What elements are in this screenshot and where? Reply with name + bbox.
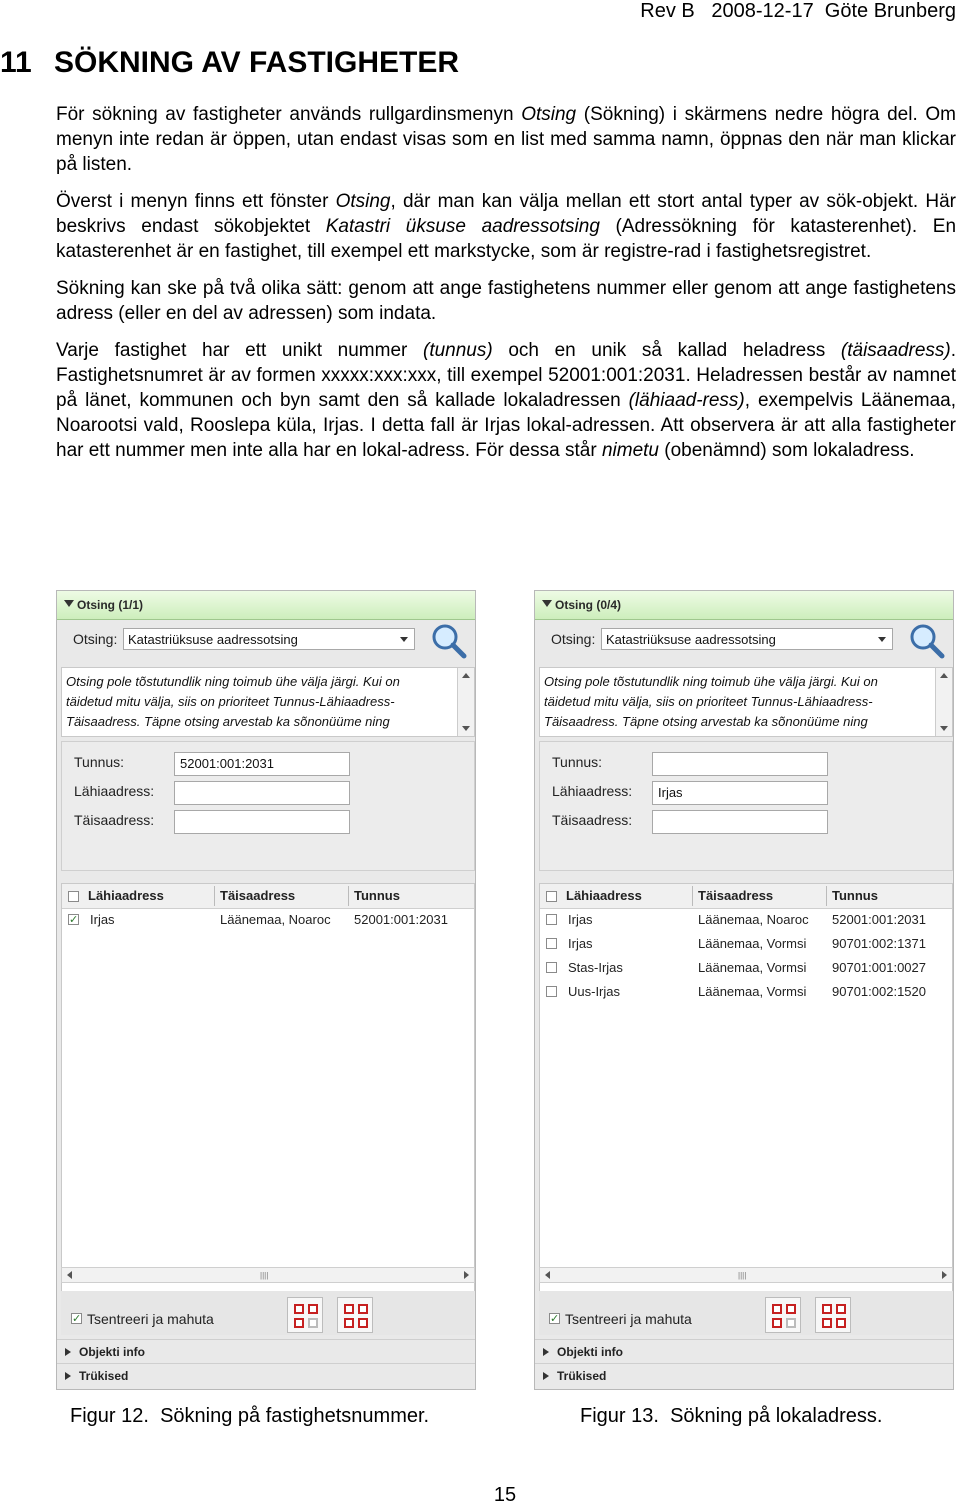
italic-term: Katastri üksuse aadressotsing [325,216,600,237]
text: (obenämnd) som lokaladress. [659,440,915,461]
taisaadress-label: Täisaadress: [552,812,633,828]
grid-icon [772,1304,782,1314]
row-checkbox[interactable] [546,962,557,973]
bottom-toolbar [61,1291,475,1335]
otsing-label: Otsing: [551,631,596,647]
accordion-label: Objekti info [79,1345,145,1359]
expand-arrow-icon[interactable] [65,1348,71,1356]
text: , där man kan välja mellan ett stort antal typer av sök-objekt. Här beskrivs endast sökobjektet [56,191,956,237]
search-type-select[interactable] [123,628,415,650]
cell-tunnus: 90701:002:1371 [832,936,926,951]
horizontal-scrollbar[interactable] [539,1267,953,1283]
scroll-right-icon[interactable] [942,1271,947,1279]
row-checkbox[interactable] [546,986,557,997]
lahiaadress-label: Lähiaadress: [552,783,633,799]
cell-tunnus: 90701:002:1520 [832,984,926,999]
text: För sökning av fastigheter används rullgardinsmenyn [56,104,522,125]
table-header [62,884,474,909]
cell-taisaadress: Läänemaa, Noaroc [698,912,809,927]
chapter-heading: SÖKNING AV FASTIGHETER [54,46,460,79]
text: . Fastighetsnumret är av formen xxxxx:xxx:xxx, till exempel 52001:001:2031. Heladressen består av namnet på länet, kommunen och byn samt den så kallade lokaladressen [56,340,956,411]
bottom-toolbar [539,1291,953,1335]
chevron-down-icon[interactable] [878,637,886,642]
column-lahiaadress[interactable]: Lähiaadress [88,888,164,903]
accordion-label: Trükised [79,1369,129,1383]
select-all-checkbox[interactable] [68,891,79,902]
cell-taisaadress: Läänemaa, Vormsi [698,960,807,975]
scroll-grip-icon[interactable]: |||| [260,1271,269,1280]
column-tunnus[interactable]: Tunnus [832,888,878,903]
collapse-arrow-icon[interactable] [542,600,552,607]
cell-taisaadress: Läänemaa, Vormsi [698,984,807,999]
horizontal-scrollbar[interactable] [61,1267,475,1283]
italic-term: (täisaadress) [840,340,951,361]
scroll-left-icon[interactable] [545,1271,550,1279]
accordion-objekti-info[interactable] [57,1339,475,1364]
chapter-number: 11 [0,46,32,79]
center-fit-checkbox[interactable]: ✓ [72,1313,82,1325]
row-checkbox[interactable]: ✓ [69,914,79,925]
search-type-value: Katastriüksuse aadressotsing [128,632,298,647]
column-tunnus[interactable]: Tunnus [354,888,400,903]
column-lahiaadress[interactable]: Lähiaadress [566,888,642,903]
search-panel-1 [56,590,476,1390]
otsing-header-label: Otsing (0/4) [555,598,622,612]
scroll-grip-icon[interactable]: |||| [738,1271,747,1280]
column-taisaadress[interactable]: Täisaadress [220,888,296,903]
table-row[interactable] [540,956,952,980]
search-icon[interactable] [429,621,469,661]
row-checkbox[interactable] [546,914,557,925]
table-row[interactable] [540,980,952,1004]
text: (Adressökning för katasterenhet). En katasterenhet är en fastighet, till exempel ett markstycke, som är registre-rad i fastighetsregistret. [56,216,957,262]
accordion-trukised[interactable] [57,1363,475,1388]
info-scrollbar[interactable] [935,668,952,736]
center-fit-label: Tsentreeri ja mahuta [87,1311,214,1327]
text: , exempelvis Läänemaa, Noarootsi vald, Rooslepa küla, Irjas. I detta fall är Irjas lokal-adressen. Att observera är att alla fastigheter har ett nummer men inte alla har en lokal-adress. För dessa står [56,390,957,461]
expand-arrow-icon[interactable] [543,1348,549,1356]
accordion-label: Objekti info [557,1345,623,1359]
taisaadress-label: Täisaadress: [74,812,155,828]
table-row[interactable] [540,932,952,956]
grid-icon [344,1304,354,1314]
chevron-down-icon[interactable] [400,637,408,642]
tunnus-label: Tunnus: [552,754,603,770]
scroll-down-icon[interactable] [462,726,470,731]
select-tool-button[interactable] [287,1297,323,1333]
tunnus-input[interactable]: 52001:001:2031 [174,752,350,776]
search-form [61,741,475,871]
cell-tunnus: 90701:001:0027 [832,960,926,975]
body-text [56,102,956,475]
paragraph-2 [56,189,956,264]
search-form [539,741,953,871]
info-line: täidetud mitu välja, siis on prioriteet Tunnus-Lähiaadress- [544,694,873,709]
figure-caption-12 [70,1405,429,1428]
paragraph-1 [56,102,956,177]
text: (Sökning) i skärmens nedre högra del. Om menyn inte redan är öppen, utan endast visas som en list med samma namn, öppnas den när man klickar på listen. [56,104,956,175]
paragraph-3: Sökning kan ske på två olika sätt: genom att ange fastighetens nummer eller genom att ange fastighetens adress (eller en del av adressen) som indata. [56,278,956,324]
cell-tunnus: 52001:001:2031 [832,912,926,927]
otsing-label: Otsing: [73,631,118,647]
text: och en unik så kallad heladress [492,340,841,361]
caption-label: Figur 12. [70,1405,149,1427]
grid-icon [294,1304,304,1314]
grid-icon [822,1304,832,1314]
cell-lahiaadress: Stas-Irjas [568,960,623,975]
caption-text: Sökning på fastighetsnummer. [160,1405,430,1427]
cell-taisaadress: Läänemaa, Noaroc [220,912,331,927]
cell-tunnus: 52001:001:2031 [354,912,448,927]
search-type-value: Katastriüksuse aadressotsing [606,632,776,647]
cell-taisaadress: Läänemaa, Vormsi [698,936,807,951]
otsing-header[interactable] [535,591,953,620]
taisaadress-input[interactable] [174,810,350,834]
expand-arrow-icon[interactable] [543,1372,549,1380]
row-checkbox[interactable] [546,938,557,949]
info-line: täidetud mitu välja, siis on prioriteet Tunnus-Lähiaadress- [66,694,395,709]
select-all-tool-button[interactable] [815,1297,851,1333]
table-row[interactable] [540,908,952,932]
accordion-objekti-info[interactable] [535,1339,953,1364]
info-line: Otsing pole tõstutundlik ning toimub ühe välja järgi. Kui on [544,674,878,689]
cell-lahiaadress: Irjas [568,912,593,927]
caption-text: Sökning på lokaladress. [670,1405,883,1427]
scroll-left-icon[interactable] [67,1271,72,1279]
page-number: 15 [493,1484,517,1506]
info-line: Täisaadress. Täpne otsing arvestab ka sõnonüüme ning [66,714,390,729]
info-line: Täisaadress. Täpne otsing arvestab ka sõnonüüme ning [544,714,868,729]
select-all-tool-button[interactable] [337,1297,373,1333]
search-panel-2 [534,590,954,1390]
table-header [540,884,952,909]
center-fit-checkbox[interactable]: ✓ [550,1313,560,1325]
table-row[interactable] [62,908,474,932]
italic-term: nimetu [601,440,659,461]
center-fit-label: Tsentreeri ja mahuta [565,1311,692,1327]
scroll-right-icon[interactable] [464,1271,469,1279]
paragraph-4 [56,338,956,463]
otsing-header[interactable] [57,591,475,620]
info-scrollbar[interactable] [457,668,474,736]
select-tool-button[interactable] [765,1297,801,1333]
results-table [539,883,953,1303]
info-text [66,672,452,732]
column-taisaadress[interactable]: Täisaadress [698,888,774,903]
cell-lahiaadress: Irjas [90,912,115,927]
text: Överst i menyn finns ett fönster [56,191,336,212]
tunnus-input[interactable] [652,752,828,776]
collapse-arrow-icon[interactable] [64,600,74,607]
info-textbox[interactable] [539,667,953,737]
otsing-header-label: Otsing (1/1) [77,598,144,612]
expand-arrow-icon[interactable] [65,1372,71,1380]
lahiaadress-input[interactable] [174,781,350,805]
figure-caption-13 [580,1405,882,1428]
header-meta: Rev B 2008-12-17 Göte Brunberg [640,0,956,22]
italic-term: Otsing [521,104,577,125]
select-all-checkbox[interactable] [546,891,557,902]
caption-label: Figur 13. [580,1405,659,1427]
italic-term: Otsing [335,191,391,212]
accordion-trukised[interactable] [535,1363,953,1388]
cell-lahiaadress: Irjas [568,936,593,951]
scroll-down-icon[interactable] [940,726,948,731]
results-table [61,883,475,1303]
info-textbox[interactable] [61,667,475,737]
text: Varje fastighet har ett unikt nummer [56,340,423,361]
scroll-up-icon[interactable] [462,673,470,678]
info-text [544,672,930,732]
scroll-up-icon[interactable] [940,673,948,678]
info-line: Otsing pole tõstutundlik ning toimub ühe välja järgi. Kui on [66,674,400,689]
cell-lahiaadress: Uus-Irjas [568,984,621,999]
search-icon[interactable] [907,621,947,661]
italic-term: (lähiaad-ress) [628,390,745,411]
tunnus-label: Tunnus: [74,754,125,770]
chapter-title [0,46,459,80]
lahiaadress-label: Lähiaadress: [74,783,155,799]
taisaadress-input[interactable] [652,810,828,834]
italic-term: (tunnus) [423,340,493,361]
lahiaadress-input[interactable]: Irjas [652,781,828,805]
search-type-select[interactable] [601,628,893,650]
accordion-label: Trükised [557,1369,607,1383]
